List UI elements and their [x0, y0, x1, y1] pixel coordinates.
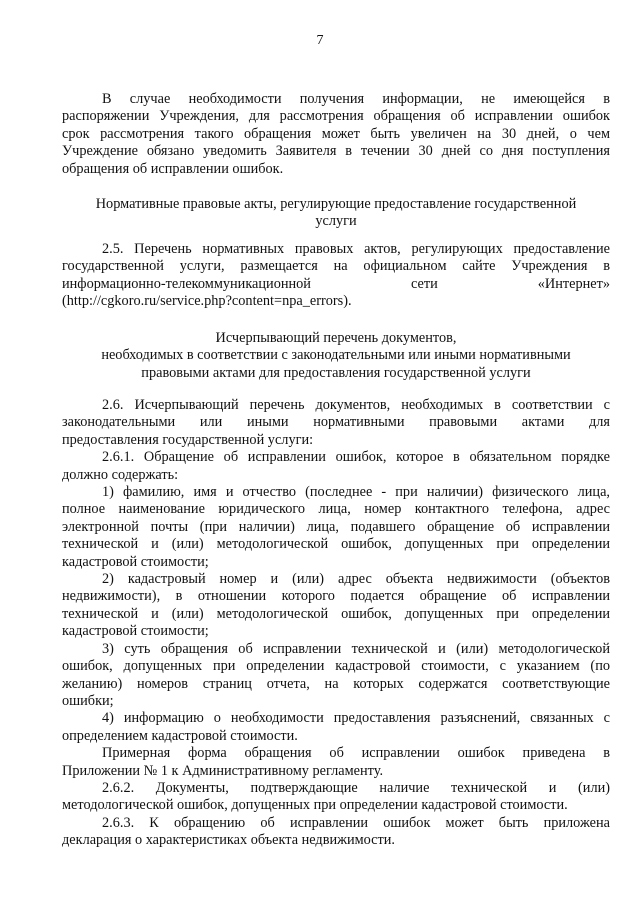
paragraph-extension-of-review: [62, 91, 610, 178]
text-line: ошибки;: [62, 692, 114, 709]
section-2-6: [62, 397, 610, 850]
text-line: полное наименование юридического лица, номер контактного телефона, адрес: [62, 501, 610, 518]
text-line: электронной почты (при наличии) лица, подавшего обращение об исправлении: [62, 518, 610, 535]
subsection-2-6-3: 2.6.3. К обращению об исправлении ошибок может быть приложена: [102, 814, 610, 831]
text-line: законодательными или иными нормативными правовыми актами для: [62, 414, 610, 431]
heading-required-documents: [62, 330, 610, 382]
text-line: недвижимости), в отношении которого подается обращение об исправлении: [62, 588, 610, 605]
text-line: Учреждение обязано уведомить Заявителя в течении 30 дней со дня поступления: [62, 143, 610, 160]
text-line: желанию) номеров страниц отчета, на которых содержатся соответствующие: [62, 675, 610, 692]
section-2-5: [62, 241, 610, 311]
text-line: определением кадастровой стоимости.: [62, 727, 298, 744]
heading-line: необходимых в соответствии с законодательными или иными нормативными: [101, 347, 571, 364]
text-line: должно содержать:: [62, 466, 179, 483]
text-line: кадастровой стоимости;: [62, 553, 209, 570]
heading-line: услуги: [315, 213, 357, 230]
text-line: методологической ошибок, допущенных при определении кадастровой стоимости.: [62, 797, 568, 814]
text-line: предоставления государственной услуги:: [62, 431, 314, 448]
list-item-4: 4) информацию о необходимости предоставления разъяснений, связанных с: [102, 710, 610, 727]
text-line: государственной услуги, размещается на официальном сайте Учреждения в: [62, 258, 610, 275]
text-line: (http://cgkoro.ru/service.php?content=npa_errors).: [62, 293, 352, 310]
text-line: технической и (или) методологической ошибок, допущенных при определении: [62, 536, 610, 553]
sample-form-reference: Примерная форма обращения об исправлении ошибок приведена в: [102, 745, 610, 762]
text-line: срок рассмотрения такого обращения может быть увеличен на 30 дней, о чем: [62, 125, 610, 142]
subsection-2-6-2: 2.6.2. Документы, подтверждающие наличие технической и (или): [102, 779, 610, 796]
list-item-2: 2) кадастровый номер и (или) адрес объекта недвижимости (объектов: [102, 571, 610, 588]
heading-line: Нормативные правовые акты, регулирующие предоставление государственной: [95, 196, 577, 212]
text-line: ошибок, допущенных при определении кадастровой стоимости, с указанием (по: [62, 658, 610, 675]
heading-line: Исчерпывающий перечень документов,: [215, 330, 457, 346]
text-line: информационно-телекоммуникационной сети «Интернет»: [62, 275, 610, 292]
text-line: кадастровой стоимости;: [62, 623, 209, 640]
text-line: технической и (или) методологической ошибок, допущенных при определении: [62, 605, 610, 622]
text-line: 2.6. Исчерпывающий перечень документов, необходимых в соответствии с: [102, 397, 610, 413]
heading-line: правовыми актами для предоставления государственной услуги: [141, 364, 531, 381]
text-line: 2.6.1. Обращение об исправлении ошибок, которое в обязательном порядке: [102, 449, 610, 466]
list-item-3: 3) суть обращения об исправлении технической и (или) методологической: [102, 640, 610, 657]
text-line: декларация о характеристиках объекта недвижимости.: [62, 832, 395, 849]
text-line: 2.5. Перечень нормативных правовых актов, регулирующих предоставление: [102, 241, 610, 257]
text-line: Приложении № 1 к Административному регламенту.: [62, 762, 384, 779]
heading-normative-acts: [62, 196, 610, 231]
list-item-1: 1) фамилию, имя и отчество (последнее - при наличии) физического лица,: [102, 484, 610, 501]
text-line: В случае необходимости получения информации, не имеющейся в: [102, 91, 610, 107]
text-line: обращения об исправлении ошибок.: [62, 160, 284, 177]
text-line: распоряжении Учреждения, для рассмотрения обращения об исправлении ошибок: [62, 108, 610, 125]
page-number: 7: [316, 33, 324, 48]
